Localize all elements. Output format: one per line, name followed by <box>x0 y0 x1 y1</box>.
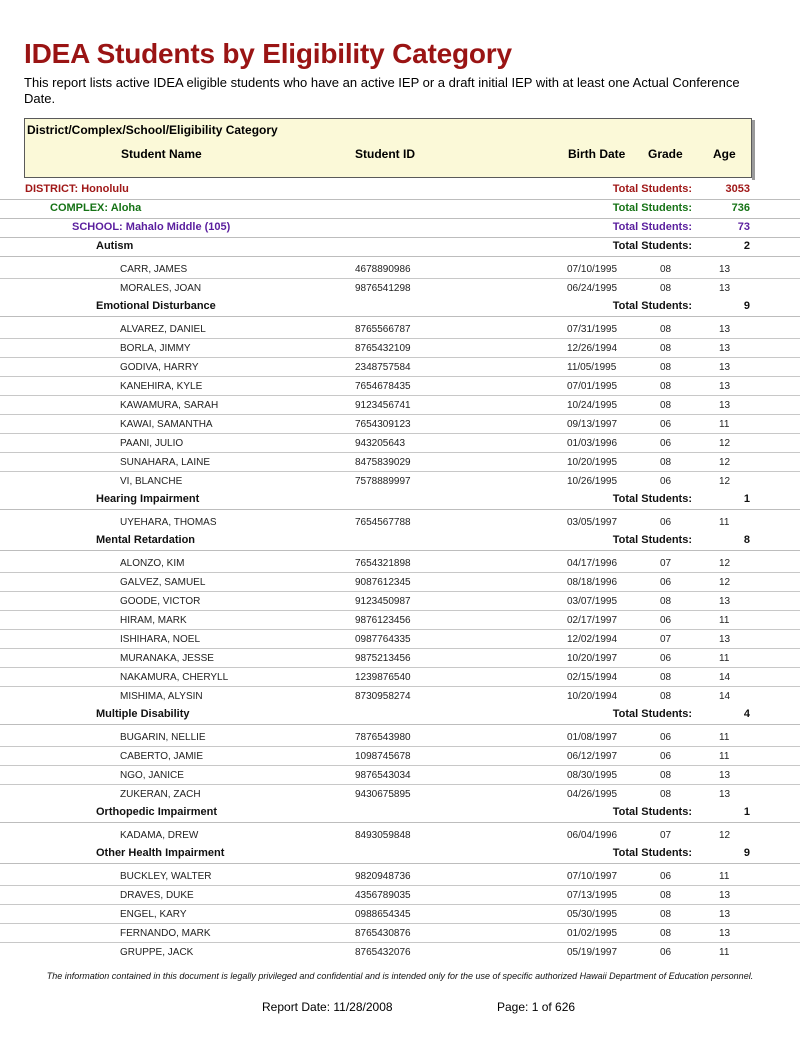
grade: 08 <box>660 691 672 702</box>
student-row <box>0 826 800 845</box>
student-id: 9820948736 <box>355 871 411 882</box>
student-id: 9087612345 <box>355 577 411 588</box>
student-id: 7578889997 <box>355 476 411 487</box>
student-name: BUGARIN, NELLIE <box>120 732 206 743</box>
column-header-grade: Grade <box>648 147 683 161</box>
birth-date: 10/24/1995 <box>567 400 618 411</box>
student-id: 9430675895 <box>355 789 411 800</box>
student-row <box>0 339 800 358</box>
complex-name: COMPLEX: Aloha <box>50 202 142 214</box>
age: 13 <box>719 400 731 411</box>
total-students-label: Total Students: <box>612 708 692 720</box>
student-id: 1239876540 <box>355 672 411 683</box>
student-name: ALONZO, KIM <box>120 558 185 569</box>
student-id: 9875213456 <box>355 653 411 664</box>
student-id: 9123450987 <box>355 596 411 607</box>
age: 12 <box>719 457 731 468</box>
student-name: NAKAMURA, CHERYLL <box>120 672 229 683</box>
grade: 06 <box>660 438 672 449</box>
grade: 08 <box>660 672 672 683</box>
grade: 08 <box>660 343 672 354</box>
age: 12 <box>719 558 731 569</box>
student-id: 4356789035 <box>355 890 411 901</box>
grade: 08 <box>660 596 672 607</box>
column-header-birth-date: Birth Date <box>568 147 626 161</box>
student-name: CABERTO, JAMIE <box>120 751 203 762</box>
district-group-row <box>0 181 800 200</box>
age: 12 <box>719 830 731 841</box>
student-name: MURANAKA, JESSE <box>120 653 214 664</box>
age: 11 <box>719 732 730 743</box>
header-box-shadow <box>752 120 755 180</box>
student-name: NGO, JANICE <box>120 770 184 781</box>
grade: 08 <box>660 264 672 275</box>
report-title: IDEA Students by Eligibility Category <box>24 38 512 69</box>
birth-date: 10/26/1995 <box>567 476 618 487</box>
cat-name: Autism <box>96 240 134 252</box>
student-row <box>0 924 800 943</box>
cat-group-row <box>0 491 800 510</box>
student-id: 2348757584 <box>355 362 411 373</box>
complex-group-row <box>0 200 800 219</box>
student-row <box>0 453 800 472</box>
grade: 06 <box>660 615 672 626</box>
student-name: UYEHARA, THOMAS <box>120 517 217 528</box>
student-name: FERNANDO, MARK <box>120 928 211 939</box>
student-id: 8765432109 <box>355 343 411 354</box>
student-name: GOODE, VICTOR <box>120 596 201 607</box>
grade: 06 <box>660 517 672 528</box>
age: 11 <box>719 419 730 430</box>
age: 13 <box>719 362 731 373</box>
age: 11 <box>719 947 730 958</box>
student-name: HIRAM, MARK <box>120 615 187 626</box>
age: 13 <box>719 381 731 392</box>
student-id: 9876541298 <box>355 283 411 294</box>
student-name: CARR, JAMES <box>120 264 188 275</box>
student-name: KAWAI, SAMANTHA <box>120 419 213 430</box>
grade: 06 <box>660 947 672 958</box>
grade: 08 <box>660 400 672 411</box>
student-row <box>0 747 800 766</box>
student-row <box>0 472 800 491</box>
student-row <box>0 785 800 804</box>
age: 13 <box>719 909 731 920</box>
total-students-value: 1 <box>743 806 750 818</box>
student-row <box>0 279 800 298</box>
student-name: GALVEZ, SAMUEL <box>120 577 206 588</box>
grade: 06 <box>660 751 672 762</box>
birth-date: 12/26/1994 <box>567 343 618 354</box>
birth-date: 02/15/1994 <box>567 672 618 683</box>
birth-date: 01/08/1997 <box>567 732 618 743</box>
student-row <box>0 396 800 415</box>
age: 11 <box>719 615 730 626</box>
student-name: MISHIMA, ALYSIN <box>120 691 203 702</box>
birth-date: 06/12/1997 <box>567 751 618 762</box>
total-students-value: 736 <box>731 202 750 214</box>
age: 13 <box>719 634 731 645</box>
birth-date: 08/18/1996 <box>567 577 618 588</box>
birth-date: 01/02/1995 <box>567 928 618 939</box>
student-id: 7876543980 <box>355 732 411 743</box>
grade: 06 <box>660 871 672 882</box>
student-id: 9123456741 <box>355 400 411 411</box>
total-students-label: Total Students: <box>612 806 692 818</box>
birth-date: 01/03/1996 <box>567 438 618 449</box>
cat-name: Orthopedic Impairment <box>96 806 218 818</box>
student-name: PAANI, JULIO <box>120 438 184 449</box>
age: 11 <box>719 751 730 762</box>
student-name: BUCKLEY, WALTER <box>120 871 212 882</box>
grade: 08 <box>660 928 672 939</box>
student-name: VI, BLANCHE <box>120 476 183 487</box>
cat-group-row <box>0 706 800 725</box>
birth-date: 04/26/1995 <box>567 789 618 800</box>
confidentiality-notice: The information contained in this document is legally privileged and confidential and is intended only for the use of specific authorized Hawaii Department of Education personnel. <box>46 971 754 981</box>
total-students-label: Total Students: <box>612 221 692 233</box>
student-id: 8765566787 <box>355 324 411 335</box>
age: 13 <box>719 928 731 939</box>
student-name: KAWAMURA, SARAH <box>120 400 219 411</box>
student-row <box>0 905 800 924</box>
cat-name: Hearing Impairment <box>96 493 200 505</box>
student-row <box>0 554 800 573</box>
total-students-label: Total Students: <box>612 240 692 252</box>
student-name: KADAMA, DREW <box>120 830 199 841</box>
total-students-label: Total Students: <box>612 183 692 195</box>
student-row <box>0 260 800 279</box>
column-header-box <box>24 118 752 178</box>
total-students-label: Total Students: <box>612 493 692 505</box>
student-id: 7654321898 <box>355 558 411 569</box>
student-row <box>0 592 800 611</box>
student-name: KANEHIRA, KYLE <box>120 381 203 392</box>
report-date: Report Date: 11/28/2008 <box>262 1000 393 1014</box>
student-row <box>0 573 800 592</box>
student-row <box>0 377 800 396</box>
birth-date: 06/24/1995 <box>567 283 618 294</box>
school-name: SCHOOL: Mahalo Middle (105) <box>72 221 231 233</box>
student-name: SUNAHARA, LAINE <box>120 457 211 468</box>
age: 13 <box>719 283 731 294</box>
student-id: 9876543034 <box>355 770 411 781</box>
student-id: 4678890986 <box>355 264 411 275</box>
birth-date: 10/20/1994 <box>567 691 618 702</box>
student-name: GODIVA, HARRY <box>120 362 199 373</box>
grade: 06 <box>660 577 672 588</box>
student-name: MORALES, JOAN <box>120 283 202 294</box>
total-students-value: 3053 <box>725 183 750 195</box>
age: 12 <box>719 577 731 588</box>
age: 11 <box>719 653 730 664</box>
total-students-value: 9 <box>743 847 750 859</box>
student-row <box>0 886 800 905</box>
student-name: DRAVES, DUKE <box>120 890 194 901</box>
birth-date: 08/30/1995 <box>567 770 618 781</box>
age: 13 <box>719 343 731 354</box>
cat-name: Multiple Disability <box>96 708 190 720</box>
cat-group-row <box>0 238 800 257</box>
total-students-label: Total Students: <box>612 847 692 859</box>
total-students-value: 2 <box>743 240 750 252</box>
age: 13 <box>719 770 731 781</box>
cat-name: Other Health Impairment <box>96 847 225 859</box>
birth-date: 05/30/1995 <box>567 909 618 920</box>
age: 12 <box>719 476 731 487</box>
student-row <box>0 513 800 532</box>
report-rows <box>0 181 800 962</box>
birth-date: 07/13/1995 <box>567 890 618 901</box>
student-id: 7654678435 <box>355 381 411 392</box>
student-id: 0988654345 <box>355 909 411 920</box>
column-header-age: Age <box>713 147 736 161</box>
student-id: 7654309123 <box>355 419 411 430</box>
cat-group-row <box>0 804 800 823</box>
student-id: 0987764335 <box>355 634 411 645</box>
birth-date: 07/10/1997 <box>567 871 618 882</box>
group-header-label: District/Complex/School/Eligibility Category <box>27 123 278 137</box>
grade: 07 <box>660 634 672 645</box>
age: 14 <box>719 672 731 683</box>
student-id: 8765432076 <box>355 947 411 958</box>
grade: 08 <box>660 362 672 373</box>
total-students-label: Total Students: <box>612 534 692 546</box>
student-row <box>0 611 800 630</box>
district-name: DISTRICT: Honolulu <box>25 183 129 195</box>
student-id: 8475839029 <box>355 457 411 468</box>
cat-group-row <box>0 298 800 317</box>
grade: 08 <box>660 283 672 294</box>
age: 14 <box>719 691 731 702</box>
age: 13 <box>719 596 731 607</box>
age: 13 <box>719 890 731 901</box>
student-id: 943205643 <box>355 438 406 449</box>
student-id: 7654567788 <box>355 517 411 528</box>
age: 13 <box>719 324 731 335</box>
birth-date: 06/04/1996 <box>567 830 618 841</box>
age: 12 <box>719 438 731 449</box>
age: 11 <box>719 871 730 882</box>
student-row <box>0 728 800 747</box>
student-id: 8765430876 <box>355 928 411 939</box>
birth-date: 02/17/1997 <box>567 615 618 626</box>
birth-date: 04/17/1996 <box>567 558 618 569</box>
grade: 08 <box>660 457 672 468</box>
grade: 07 <box>660 830 672 841</box>
student-name: ISHIHARA, NOEL <box>120 634 201 645</box>
student-row <box>0 766 800 785</box>
school-group-row <box>0 219 800 238</box>
student-row <box>0 687 800 706</box>
grade: 06 <box>660 653 672 664</box>
grade: 08 <box>660 770 672 781</box>
total-students-value: 4 <box>743 708 750 720</box>
birth-date: 11/05/1995 <box>567 362 617 373</box>
cat-name: Mental Retardation <box>96 534 196 546</box>
student-row <box>0 358 800 377</box>
birth-date: 05/19/1997 <box>567 947 618 958</box>
total-students-value: 8 <box>743 534 750 546</box>
student-id: 1098745678 <box>355 751 411 762</box>
birth-date: 07/10/1995 <box>567 264 618 275</box>
student-id: 8730958274 <box>355 691 411 702</box>
student-name: GRUPPE, JACK <box>120 947 194 958</box>
report-description: This report lists active IDEA eligible students who have an active IEP or a draft initial IEP with at least one Actual Conference Date. <box>24 75 740 106</box>
birth-date: 10/20/1995 <box>567 457 618 468</box>
student-name: ZUKERAN, ZACH <box>120 789 201 800</box>
birth-date: 03/07/1995 <box>567 596 618 607</box>
total-students-value: 9 <box>743 300 750 312</box>
student-row <box>0 867 800 886</box>
age: 13 <box>719 789 731 800</box>
student-row <box>0 415 800 434</box>
grade: 08 <box>660 909 672 920</box>
cat-group-row <box>0 845 800 864</box>
student-name: ENGEL, KARY <box>120 909 187 920</box>
birth-date: 10/20/1997 <box>567 653 618 664</box>
birth-date: 09/13/1997 <box>567 419 618 430</box>
student-id: 9876123456 <box>355 615 411 626</box>
student-name: BORLA, JIMMY <box>120 343 191 354</box>
total-students-label: Total Students: <box>612 300 692 312</box>
total-students-value: 73 <box>737 221 750 233</box>
cat-group-row <box>0 532 800 551</box>
total-students-value: 1 <box>743 493 750 505</box>
student-row <box>0 630 800 649</box>
birth-date: 12/02/1994 <box>567 634 618 645</box>
grade: 06 <box>660 476 672 487</box>
grade: 06 <box>660 732 672 743</box>
age: 13 <box>719 264 731 275</box>
student-row <box>0 320 800 339</box>
grade: 08 <box>660 381 672 392</box>
birth-date: 07/01/1995 <box>567 381 618 392</box>
birth-date: 03/05/1997 <box>567 517 618 528</box>
student-row <box>0 668 800 687</box>
grade: 08 <box>660 324 672 335</box>
birth-date: 07/31/1995 <box>567 324 618 335</box>
grade: 08 <box>660 890 672 901</box>
grade: 08 <box>660 789 672 800</box>
cat-name: Emotional Disturbance <box>96 300 216 312</box>
student-row <box>0 649 800 668</box>
student-row <box>0 943 800 962</box>
total-students-label: Total Students: <box>612 202 692 214</box>
page-number: Page: 1 of 626 <box>497 1000 576 1014</box>
column-header-student-name: Student Name <box>121 147 202 161</box>
age: 11 <box>719 517 730 528</box>
grade: 06 <box>660 419 672 430</box>
student-row <box>0 434 800 453</box>
student-name: ALVAREZ, DANIEL <box>120 324 206 335</box>
student-id: 8493059848 <box>355 830 411 841</box>
grade: 07 <box>660 558 672 569</box>
column-header-student-id: Student ID <box>355 147 415 161</box>
